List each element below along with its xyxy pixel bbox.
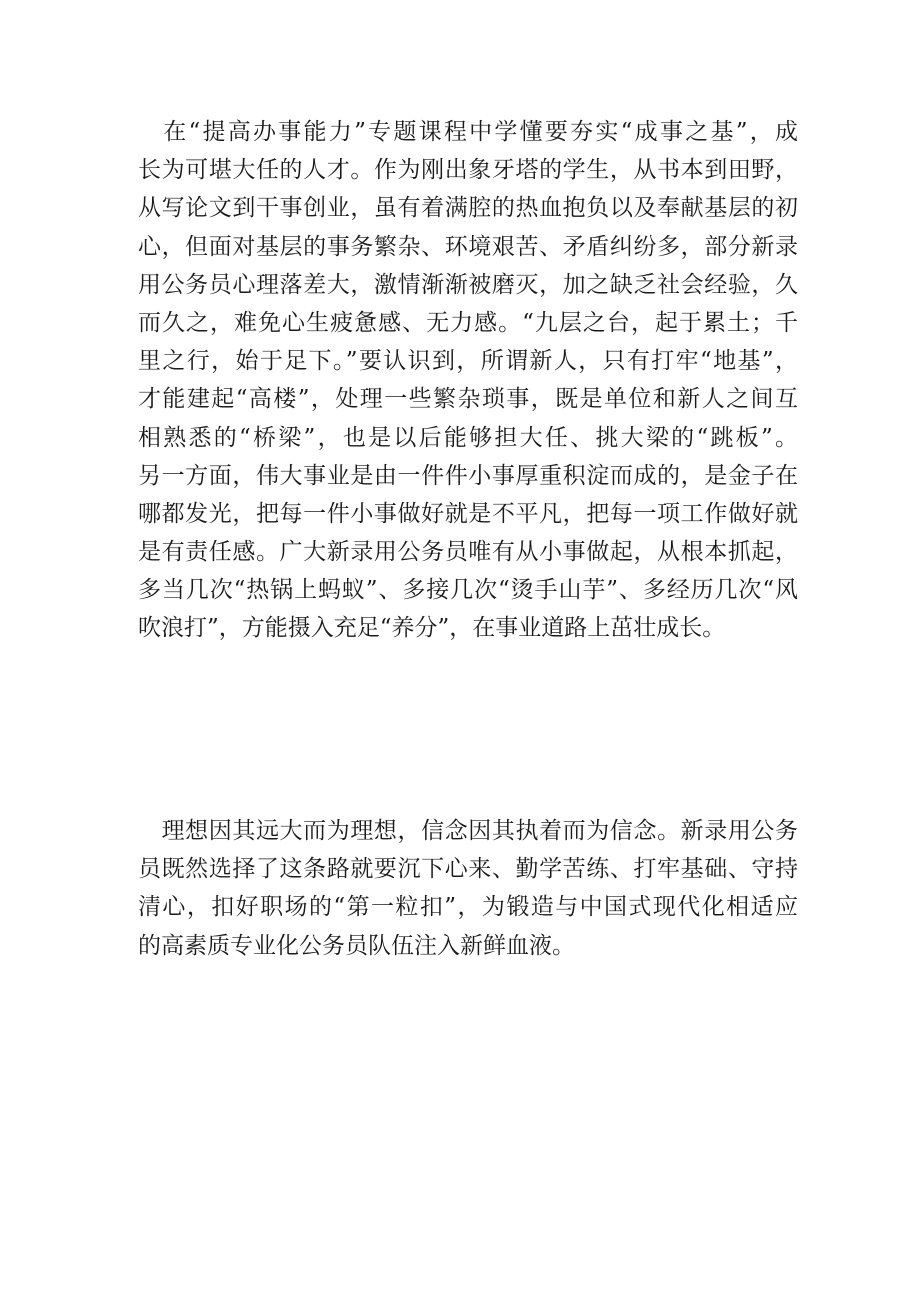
text-line: 多当几次“热锅上蚂蚁”、多接几次“烫手山芋”、多经历几次“风 [138, 577, 798, 604]
text-line: 相熟悉的“桥梁”，也是以后能够担大任、挑大梁的“跳板”。 [138, 424, 798, 451]
text-line: 的高素质专业化公务员队伍注入新鲜血液。 [138, 932, 575, 959]
text-line: 吹浪打”，方能摄入充足“养分”，在事业道路上茁壮成长。 [138, 615, 726, 642]
text-line: 员既然选择了这条路就要沉下心来、勤学苦练、打牢基础、守持 [138, 856, 798, 883]
paragraph-1 [138, 113, 798, 648]
text-line: 理想因其远大而为理想，信念因其执着而为信念。新录用公务 [138, 818, 798, 844]
paragraph-2 [138, 812, 798, 965]
text-line: 哪都发光，把每一件小事做好就是不平凡，把每一项工作做好就 [138, 500, 798, 527]
text-line: 在“提高办事能力”专题课程中学懂要夯实“成事之基”，成 [138, 119, 798, 145]
text-line: 才能建起“高楼”，处理一些繁杂琐事，既是单位和新人之间互 [138, 386, 798, 413]
text-line: 里之行，始于足下。”要认识到，所谓新人，只有打牢“地基”， [138, 348, 798, 375]
text-line: 另一方面，伟大事业是由一件件小事厚重积淀而成的，是金子在 [138, 462, 798, 489]
text-line: 是有责任感。广大新录用公务员唯有从小事做起，从根本抓起， [138, 539, 798, 566]
text-line: 而久之，难免心生疲惫感、无力感。“九层之台，起于累土；千 [138, 309, 798, 336]
text-line: 从写论文到干事创业，虽有着满腔的热血抱负以及奉献基层的初 [138, 195, 798, 222]
text-line: 清心，扣好职场的“第一粒扣”，为锻造与中国式现代化相适应 [138, 894, 798, 921]
text-line: 心，但面对基层的事务繁杂、环境艰苦、矛盾纠纷多，部分新录 [138, 233, 798, 260]
text-line: 用公务员心理落差大，激情渐渐被磨灭，加之缺乏社会经验，久 [138, 271, 798, 298]
text-line: 长为可堪大任的人才。作为刚出象牙塔的学生，从书本到田野， [138, 157, 798, 184]
